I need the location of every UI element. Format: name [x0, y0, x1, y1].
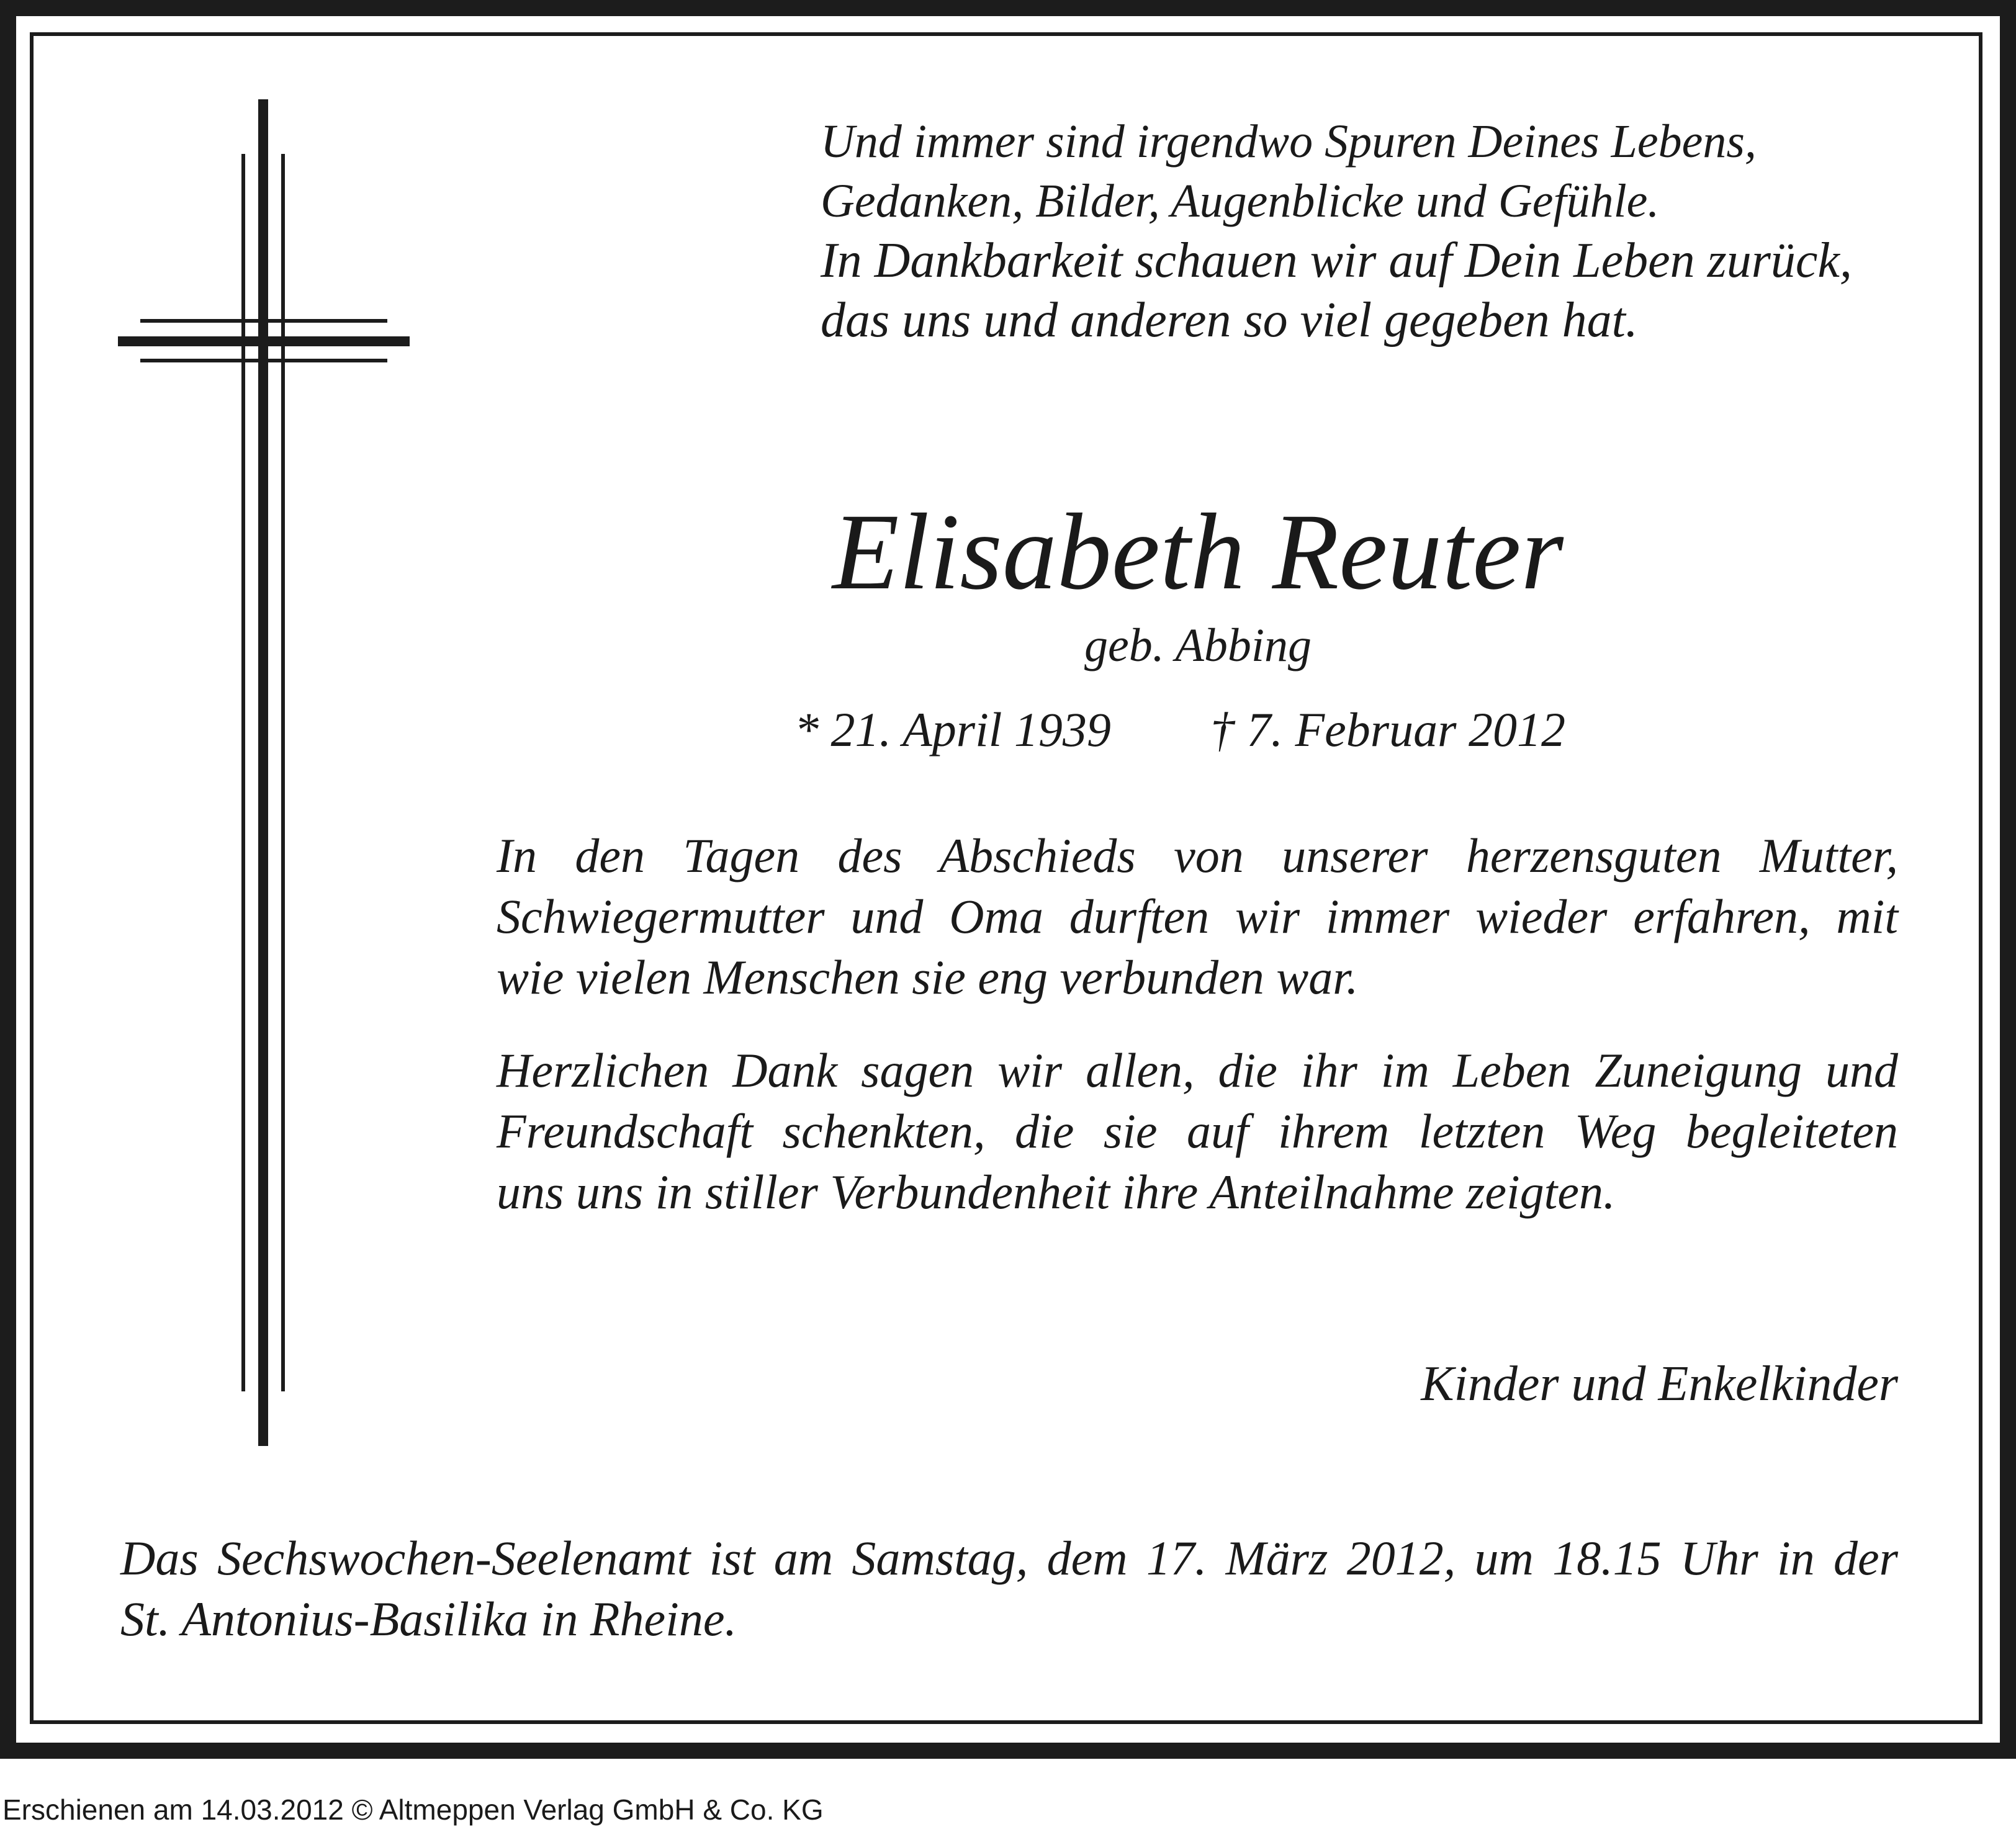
publication-footer: Erschienen am 14.03.2012 © Altmeppen Verlag GmbH & Co. KG: [2, 1794, 824, 1826]
service-line: St. Antonius-Basilika in Rheine.: [120, 1592, 737, 1646]
verse-line: Gedanken, Bilder, Augenblicke und Gefühle.: [821, 175, 1660, 227]
paragraph-line: Herzlichen Dank sagen wir allen, die ihr im Leben Zuneigung und: [497, 1043, 1898, 1097]
paragraph-line: In den Tagen des Abschieds von unserer herzensguten Mutter,: [497, 828, 1898, 882]
verse-line: Und immer sind irgendwo Spuren Deines Lebens,: [821, 115, 1757, 168]
birth-date: * 21. April 1939: [794, 703, 1111, 757]
death-date: † 7. Februar 2012: [1210, 703, 1565, 757]
cross-icon: [118, 99, 416, 1446]
paragraph-line: Freundschaft schenkten, die sie auf ihrem letzten Weg begleiteten: [497, 1104, 1898, 1158]
paragraph-line: Schwiegermutter und Oma durften wir immer wieder erfahren, mit: [497, 889, 1898, 943]
verse-line: In Dankbarkeit schauen wir auf Dein Leben zurück,: [821, 233, 1852, 288]
paragraph-line: uns uns in stiller Verbundenheit ihre Anteilnahme zeigten.: [497, 1165, 1616, 1219]
signature: Kinder und Enkelkinder: [1421, 1357, 1898, 1411]
verse-line: das uns und anderen so viel gegeben hat.: [821, 293, 1638, 348]
service-line: Das Sechswochen-Seelenamt ist am Samstag, dem 17. März 2012, um 18.15 Uhr in der: [120, 1531, 1898, 1585]
deceased-name: Elisabeth Reuter: [832, 492, 1564, 613]
memorial-verse: [821, 112, 1938, 350]
service-announcement: [120, 1528, 1898, 1650]
paragraph-line: wie vielen Menschen sie eng verbunden war.: [497, 950, 1359, 1004]
thanks-paragraph: [497, 825, 1898, 1008]
gratitude-paragraph: [497, 1040, 1898, 1223]
maiden-name: geb. Abbing: [1084, 619, 1312, 671]
